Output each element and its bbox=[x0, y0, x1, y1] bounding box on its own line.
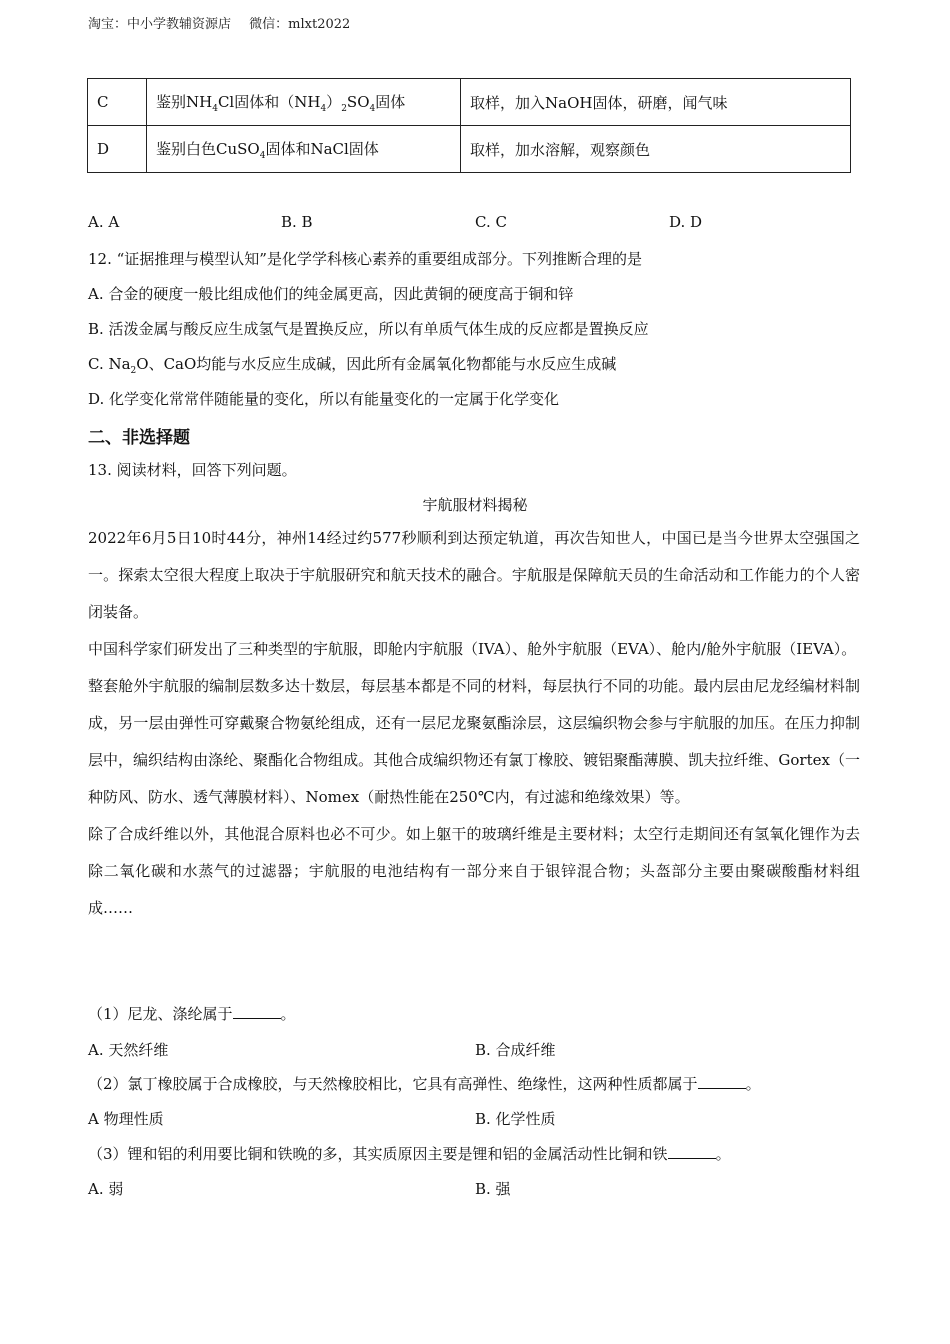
row-label: C bbox=[88, 79, 147, 126]
options-table bbox=[87, 78, 851, 173]
choice-b: B. 强 bbox=[475, 1180, 511, 1198]
choice-a: A. 弱 bbox=[88, 1180, 124, 1198]
paragraph: 2022年6月5日10时44分，神州14经过约577秒顺利到达预定轨道，再次告知世人，中国已是当今世界太空强国之一。探索太空很大程度上取决于宇航服研究和航天技术的融合。宇航服是保障航天员的生命活动和工作能力的个人密闭装备。 bbox=[88, 529, 860, 621]
page-header bbox=[88, 13, 364, 32]
answer-blank[interactable] bbox=[668, 1146, 716, 1159]
header-shop: 淘宝：中小学教辅资源店 bbox=[88, 17, 232, 32]
choice-a: A 物理性质 bbox=[88, 1110, 164, 1128]
q12-option-b: B. 活泼金属与酸反应生成氢气是置换反应，所以有单质气体生成的反应都是置换反应 bbox=[88, 320, 649, 338]
article-title: 宇航服材料揭秘 bbox=[422, 496, 528, 514]
row-experiment: 鉴别$NH_4Cl$固体和$(NH_4)_2SO_4$固体 bbox=[147, 79, 461, 126]
q12-option-c: C. $Na_2O$、CaO均能与水反应生成碱，因此所有金属氧化物都能与水反应生成碱 bbox=[88, 355, 617, 376]
choice-d: D. D bbox=[669, 213, 703, 231]
header-wechat: 微信：mlxt2022 bbox=[249, 17, 351, 32]
paragraph: 除了合成纤维以外，其他混合原料也必不可少。如上躯干的玻璃纤维是主要材料；太空行走期间还有氢氧化锂作为去除二氧化碳和水蒸气的过滤器；宇航服的电池结构有一部分来自于银锌混合物；头盔部分主要由聚碳酸酯材料组成…… bbox=[88, 825, 860, 917]
table-row bbox=[88, 126, 851, 173]
q13-sub2: （2）氯丁橡胶属于合成橡胶，与天然橡胶相比，它具有高弹性、绝缘性，这两种性质都属于 。 bbox=[88, 1075, 761, 1093]
q13-stem: 13. 阅读材料，回答下列问题。 bbox=[88, 461, 297, 479]
choice-a: A. 天然纤维 bbox=[88, 1041, 169, 1059]
row-method: 取样，加水溶解，观察颜色 bbox=[461, 126, 851, 173]
q13-sub1: （1）尼龙、涤纶属于 。 bbox=[88, 1005, 296, 1023]
choice-b: B. B bbox=[281, 213, 313, 231]
answer-blank[interactable] bbox=[698, 1076, 746, 1089]
row-label: D bbox=[88, 126, 147, 173]
choice-a: A. A bbox=[88, 213, 120, 231]
row-experiment: 鉴别白色CuSO$_4$固体和NaCl固体 bbox=[147, 126, 461, 173]
q13-sub3: （3）锂和铝的利用要比铜和铁晚的多，其实质原因主要是锂和铝的金属活动性比铜和铁 。 bbox=[88, 1145, 731, 1163]
q12-option-a: A. 合金的硬度一般比组成他们的纯金属更高，因此黄铜的硬度高于铜和锌 bbox=[88, 285, 574, 303]
article-body bbox=[88, 520, 860, 927]
row-method: 取样，加入NaOH固体，研磨，闻气味 bbox=[461, 79, 851, 126]
paragraph: 中国科学家们研发出了三种类型的宇航服，即舱内宇航服（IVA）、舱外宇航服（EVA）、舱内/舱外宇航服（IEVA）。 bbox=[88, 640, 857, 658]
section-heading: 二、非选择题 bbox=[88, 428, 190, 448]
choice-b: B. 合成纤维 bbox=[475, 1041, 556, 1059]
table-row bbox=[88, 79, 851, 126]
choice-c: C. C bbox=[475, 213, 507, 231]
answer-blank[interactable] bbox=[233, 1006, 281, 1019]
paragraph: 整套舱外宇航服的编制层数多达十数层，每层基本都是不同的材料，每层执行不同的功能。最内层由尼龙经编材料制成，另一层由弹性可穿戴聚合物氨纶组成，还有一层尼龙聚氨酯涂层，这层编织物会参与宇航服的加压。在压力抑制层中，编织结构由涤纶、聚酯化合物组成。其他合成编织物还有氯丁橡胶、镀铝聚酯薄膜、凯夫拉纤维、Gortex（一种防风、防水、透气薄膜材料）、Nomex（耐热性能在250℃内，有过滤和绝缘效果）等。 bbox=[88, 677, 860, 806]
choice-b: B. 化学性质 bbox=[475, 1110, 556, 1128]
q12-option-d: D. 化学变化常常伴随能量的变化，所以有能量变化的一定属于化学变化 bbox=[88, 390, 560, 408]
q12-stem: 12. “证据推理与模型认知”是化学学科核心素养的重要组成部分。下列推断合理的是 bbox=[88, 250, 642, 268]
